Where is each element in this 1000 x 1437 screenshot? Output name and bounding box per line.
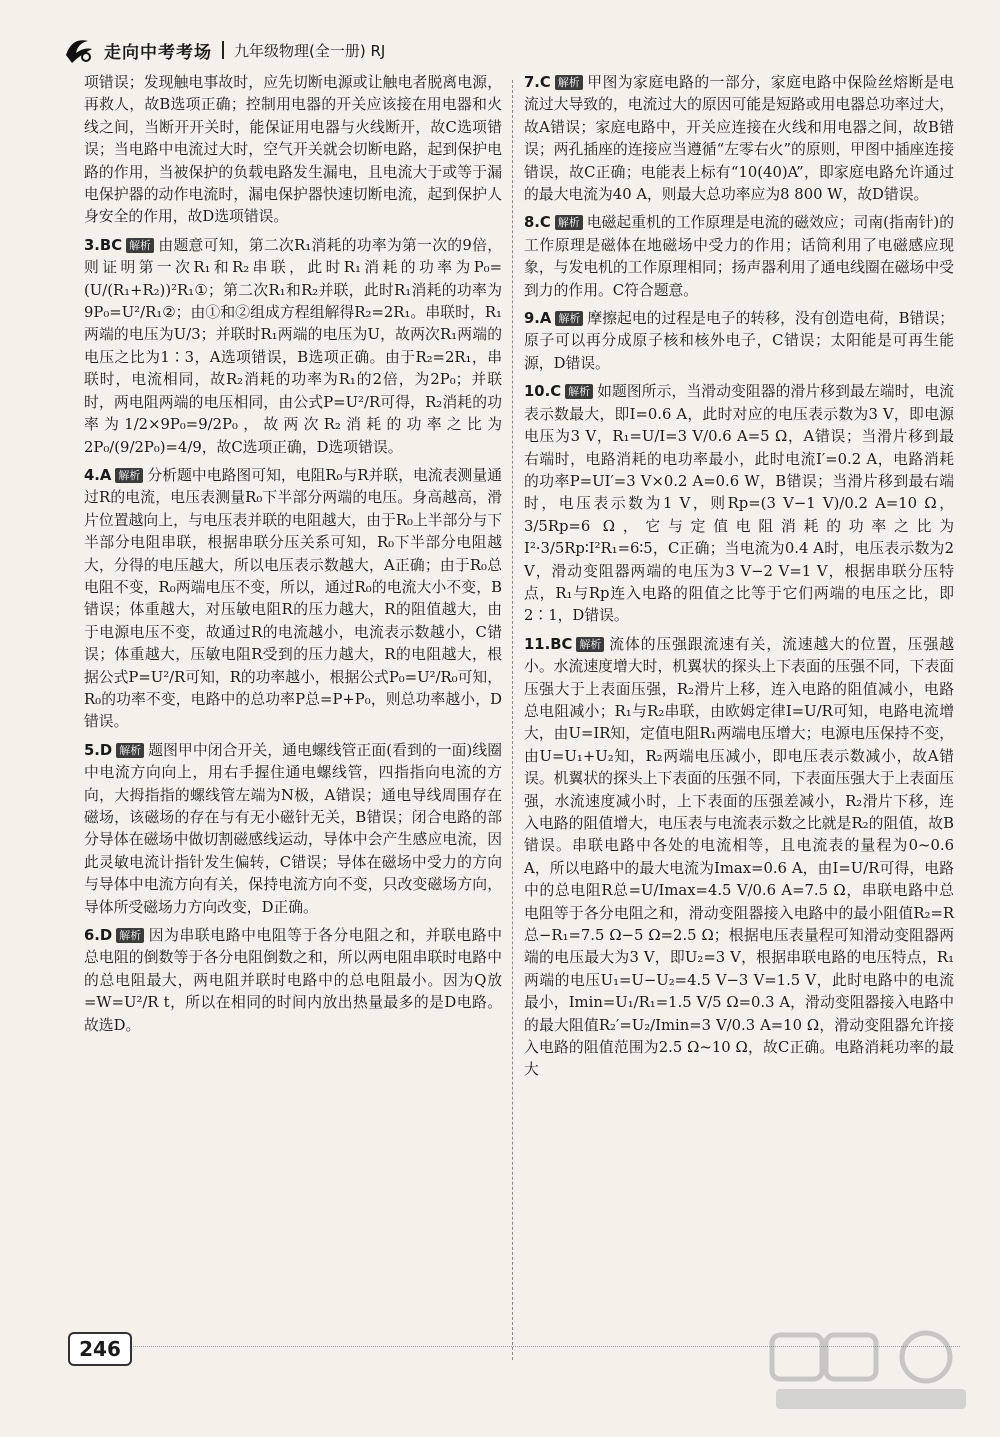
answer-item-11 bbox=[524, 634, 954, 1082]
left-column bbox=[84, 72, 502, 1043]
answer-number: 3.BC bbox=[84, 236, 123, 254]
answer-number: 5.D bbox=[84, 741, 113, 759]
answer-item-3 bbox=[84, 235, 502, 459]
answer-text: 因为串联电路中电阻等于各分电阻之和，并联电路中总电阻的倒数等于各分电阻倒数之和，所以两电阻串联时电路中的总电阻最大，两电阻并联时电路中的总电阻最小。因为Q放=W=U²/R t，所以在相同的时间内放出热量最多的是D电路。故选D。 bbox=[84, 927, 502, 1034]
answer-item-continued bbox=[84, 72, 502, 229]
answer-text: 由题意可知，第二次R₁消耗的功率为第一次的9倍，则证明第一次R₁和R₂串联，此时R₁消耗的功率为P₀=(U/(R₁+R₂))²R₁①；第二次R₁和R₂并联，此时R₁消耗的功率为9P₀=U²/R₁②；由①和②组成方程组解得R₂=2R₁。串联时，R₁两端的电压为U/3；并联时R₁两端的电压为U，故两次R₁两端的电压之比为1∶3，A选项错误，B选项正确。由于R₂=2R₁，串联时，电流相同，故R₂消耗的功率为R₁的2倍，为2P₀；并联时，两电阻两端的电压相同，由公式P=U²/R可得，R₂消耗的功率为1/2×9P₀=9/2P₀，故两次R₂消耗的功率之比为2P₀/(9/2P₀)=4/9，故C选项正确，D选项错误。 bbox=[84, 236, 502, 456]
answer-item-10 bbox=[524, 381, 954, 627]
page-number: 246 bbox=[68, 1332, 132, 1366]
answer-number: 9.A bbox=[524, 310, 552, 328]
answer-number: 10.C bbox=[524, 383, 562, 401]
answer-text: 分析题中电路图可知，电阻R₀与R并联，电流表测量通过R的电流，电压表测量R₀下半部分两端的电压。身高越高，滑片位置越向上，与电压表并联的电阻越大，由于R₀上半部分与下半部分电阻串联，根据串联分压关系可知，R₀下半部分电阻越大，分得的电压越大，所以电压表示数越大，A正确；由于R₀总电阻不变，R₀两端电压不变，所以，通过R₀的电流大小不变，B错误；体重越大，对压敏电阻R的压力越大，R的阻值越大，由于电源电压不变，故通过R的电流越小，电流表示数越小，C错误；体重越大，压敏电阻R受到的压力越大，R的电阻越大，根据公式P=U²/R可知，R的功率越小，根据公式P₀=U²/R₀可知，R₀的功率不变，电路中的总功率P总=P+P₀，则总功率越小，D错误。 bbox=[84, 466, 502, 731]
answer-text: 流体的压强跟流速有关，流速越大的位置，压强越小。水流速度增大时，机翼状的探头上下表面的压强不同，下表面压强大于上表面压强，R₂滑片上移，连入电路的阻值减小，电路总电阻减小；R₁与R₂串联，由欧姆定律I=U/R可知，电路电流增大，由U=IR知，定值电阻R₁两端电压增大；电源电压保持不变，由U=U₁+U₂知，R₂两端电压减小，即电压表示数减小，故A错误。机翼状的探头上下表面的压强不同，下表面压强大于上表面压强，水流速度减小时，上下表面的压强差减小，R₂滑片下移，连入电路的阻值增大，电压表与电流表示数之比就是R₂的阻值，故B错误。串联电路中各处的电流相等，且电流表的量程为0~0.6 A，所以电路中的最大电流为Imax=0.6 A，由I=U/R可得，电路中的总电阻R总=U/Imax=4.5 V/0.6 A=7.5 Ω，串联电路中总电阻等于各分电阻之和，滑动变阻器接入电路中的最小阻值R₂=R总−R₁=7.5 Ω−5 Ω=2.5 Ω；根据电压表量程可知滑动变阻器两端的电压最大为3 V，即U₂=3 V，根据串联电路的电压特点，R₁两端的电压U₁=U−U₂=4.5 V−3 V=1.5 V，此时电路中的电流最小，Imin=U₁/R₁=1.5 V/5 Ω=0.3 A，滑动变阻器接入电路中的最大阻值R₂′=U₂/Imin=3 V/0.3 A=10 Ω，滑动变阻器允许接入电路的阻值范围为2.5 Ω~10 Ω，故C正确。电路消耗功率的最大 bbox=[524, 635, 954, 1079]
page-header bbox=[62, 30, 962, 70]
answer-number: 6.D bbox=[84, 927, 113, 945]
answer-number: 8.C bbox=[524, 214, 551, 232]
right-column bbox=[524, 72, 954, 1088]
answer-text: 摩擦起电的过程是电子的转移，没有创造电荷，B错误；原子可以再分成原子核和核外电子，C错误；太阳能是可再生能源，D错误。 bbox=[524, 310, 954, 372]
analysis-tag: 解析 bbox=[115, 468, 143, 483]
answer-item-5 bbox=[84, 740, 502, 919]
analysis-tag: 解析 bbox=[555, 311, 583, 326]
analysis-tag: 解析 bbox=[116, 743, 144, 758]
answer-item-8 bbox=[524, 212, 954, 302]
logo-icon bbox=[62, 33, 96, 67]
header-separator bbox=[222, 41, 224, 59]
analysis-tag: 解析 bbox=[555, 75, 583, 90]
answer-number: 4.A bbox=[84, 466, 112, 484]
answer-text: 甲图为家庭电路的一部分，家庭电路中保险丝熔断是电流过大导致的，电流过大的原因可能是短路或用电器总功率过大，故A错误；家庭电路中，开关应连接在火线和用电器之间，故B错误；两孔插座的连接应当遵循“左零右火”的原则，甲图中插座连接错误，故C正确；电能表上标有“10(40)A”，即家庭电路允许通过的最大电流为40 A，则最大总功率应为8 800 W，故D错误。 bbox=[524, 74, 954, 204]
column-divider bbox=[512, 80, 513, 1360]
answer-item-6 bbox=[84, 925, 502, 1037]
analysis-tag: 解析 bbox=[116, 928, 144, 943]
answer-item-4 bbox=[84, 465, 502, 734]
analysis-tag: 解析 bbox=[555, 215, 583, 230]
analysis-tag: 解析 bbox=[126, 238, 154, 253]
answer-number: 11.BC bbox=[524, 635, 573, 653]
watermark-logo-icon bbox=[766, 1327, 976, 1417]
answer-item-9 bbox=[524, 308, 954, 375]
series-title: 走向中考考场 bbox=[104, 42, 212, 63]
answer-text: 题图甲中闭合开关，通电螺线管正面(看到的一面)线圈中电流方向向上，用右手握住通电螺线管，四指指向电流的方向，大拇指指的螺线管左端为N极，A错误；通电导线周围存在磁场，该磁场的存在与有无小磁针无关，B错误；闭合电路的部分导体在磁场中做切割磁感线运动，导体中会产生感应电流，因此灵敏电流计指针发生偏转，C错误；导体在磁场中受力的方向与导体中电流方向有关，保持电流方向不变，只改变磁场方向，导体所受磁场力方向改变，D正确。 bbox=[84, 741, 502, 916]
book-title: 九年级物理(全一册) RJ bbox=[234, 41, 386, 60]
answer-number: 7.C bbox=[524, 74, 551, 91]
analysis-tag: 解析 bbox=[565, 384, 593, 399]
answer-item-7 bbox=[524, 72, 954, 206]
answer-text: 项错误；发现触电事故时，应先切断电源或让触电者脱离电源，再救人，故B选项正确；控制用电器的开关应该接在用电器和火线之间，当断开开关时，能保证用电器与火线断开，故C选项错误；当电路中电流过大时，空气开关就会切断电路，起到保护电路的作用，当被保护的负载电路发生漏电，且电流大于或等于漏电保护器的动作电流时，漏电保护器快速切断电流，起到保护人身安全的作用，故D选项错误。 bbox=[84, 74, 502, 226]
analysis-tag: 解析 bbox=[576, 637, 604, 652]
answer-text: 电磁起重机的工作原理是电流的磁效应；司南(指南针)的工作原理是磁体在地磁场中受力的作用；话筒利用了电磁感应现象，与发电机的工作原理相同；扬声器利用了通电线圈在磁场中受到力的作用。C符合题意。 bbox=[524, 214, 954, 299]
answer-text: 如题图所示，当滑动变阻器的滑片移到最左端时，电流表示数最大，即I=0.6 A，此时对应的电压表示数为3 V，即电源电压为3 V，R₁=U/I=3 V/0.6 A=5 Ω，A错误；当滑片移到最右端时，电路消耗的电功率最小，此时电流I′=0.2 A，电路消耗的功率P=UI′=3 V×0.2 A=0.6 W，B错误；当滑片移到最右端时，电压表示数为1 V，则Rp=(3 V−1 V)/0.2 A=10 Ω，3/5Rp=6 Ω，它与定值电阻消耗的功率之比为I²·3/5Rp∶I²R₁=6∶5，C正确；当电流为0.4 A时，电压表示数为2 V，滑动变阻器两端的电压为3 V−2 V=1 V，根据串联分压特点，R₁与Rp连入电路的阻值之比等于它们两端的电压之比，即2∶1，D错误。 bbox=[524, 383, 954, 625]
